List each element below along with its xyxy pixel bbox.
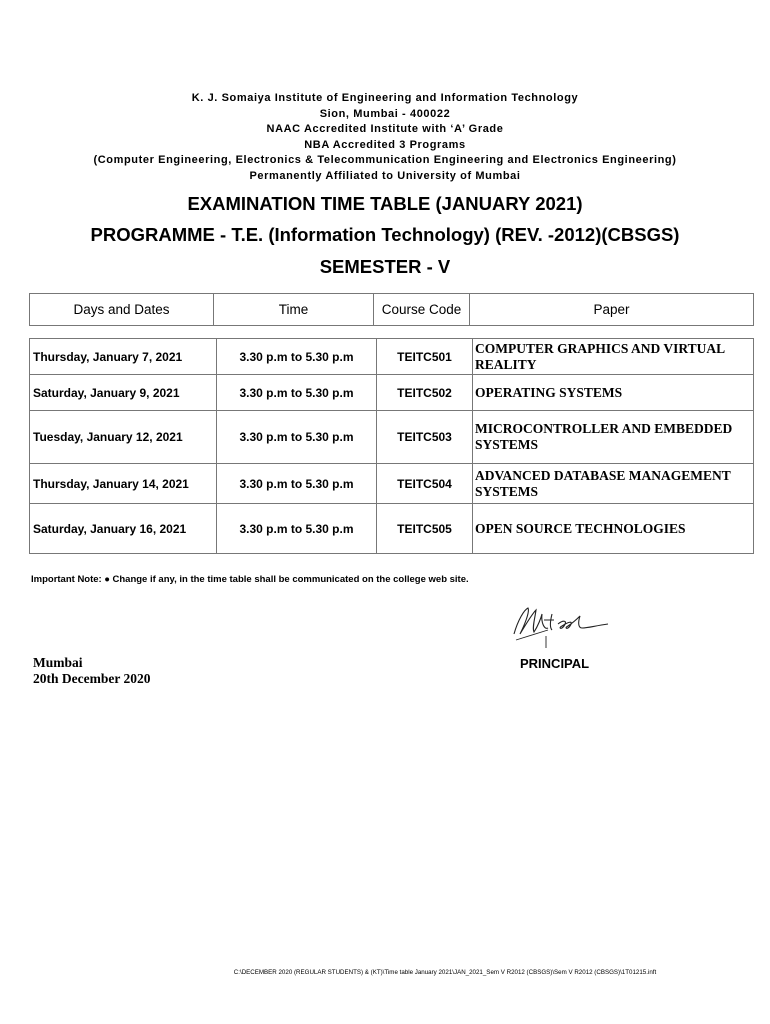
row-date: Thursday, January 7, 2021 [30,339,217,375]
row-time: 3.30 p.m to 5.30 p.m [217,504,377,554]
row-date: Saturday, January 16, 2021 [30,504,217,554]
row-code: TEITC505 [377,504,473,554]
row-code: TEITC503 [377,411,473,464]
note-label: Important Note: [31,574,102,585]
row-time: 3.30 p.m to 5.30 p.m [217,464,377,504]
institute-address: Sion, Mumbai - 400022 [319,107,451,120]
bullet-icon: ● [104,574,110,585]
nba-accreditation: NBA Accredited 3 Programs [304,138,466,151]
row-date: Thursday, January 14, 2021 [30,464,217,504]
row-date: Tuesday, January 12, 2021 [30,411,217,464]
semester-title: SEMESTER - V [319,256,451,277]
row-code: TEITC501 [377,339,473,375]
header-paper: Paper [470,294,754,326]
issue-place: Mumbai [33,655,83,670]
row-time: 3.30 p.m to 5.30 p.m [217,375,377,411]
row-code: TEITC502 [377,375,473,411]
file-path-footer: C:\DECEMBER 2020 (REGULAR STUDENTS) & (KT)\Time table January 2021\JAN_2021_Sem V R2012 (CBSGS)\Sem V R2012 (CBSGS)\1T01215.inft [233,969,657,976]
table-row [30,504,754,554]
principal-signature [508,600,618,652]
row-paper: OPERATING SYSTEMS [473,375,754,411]
header-days-dates: Days and Dates [30,294,214,326]
row-time: 3.30 p.m to 5.30 p.m [217,411,377,464]
note-text: Change if any, in the time table shall be communicated on the college web site. [112,574,469,585]
timetable-header [29,293,754,326]
issue-date: 20th December 2020 [33,671,151,686]
table-row [30,464,754,504]
naac-accreditation: NAAC Accredited Institute with ‘A’ Grade [266,123,504,135]
table-row [30,411,754,464]
timetable-body [29,338,754,554]
table-row [30,375,754,411]
header-course-code: Course Code [374,294,470,326]
row-paper: COMPUTER GRAPHICS AND VIRTUAL REALITY [473,339,754,375]
row-time: 3.30 p.m to 5.30 p.m [217,339,377,375]
table-row [30,339,754,375]
institute-header [0,91,770,184]
row-code: TEITC504 [377,464,473,504]
important-note [31,574,469,585]
issue-place-date [33,655,150,687]
row-paper: MICROCONTROLLER AND EMBEDDED SYSTEMS [473,411,754,464]
header-time: Time [214,294,374,326]
row-date: Saturday, January 9, 2021 [30,375,217,411]
exam-title: EXAMINATION TIME TABLE (JANUARY 2021) [187,193,583,214]
row-paper: OPEN SOURCE TECHNOLOGIES [473,504,754,554]
principal-label: PRINCIPAL [520,656,590,671]
programs-list: (Computer Engineering, Electronics & Telecommunication Engineering and Electronics Engineering) [93,154,677,166]
institute-name: K. J. Somaiya Institute of Engineering and Information Technology [191,92,579,104]
affiliation: Permanently Affiliated to University of Mumbai [249,169,521,182]
row-paper: ADVANCED DATABASE MANAGEMENT SYSTEMS [473,464,754,504]
programme-title: PROGRAMME - T.E. (Information Technology) (REV. -2012)(CBSGS) [90,224,680,245]
